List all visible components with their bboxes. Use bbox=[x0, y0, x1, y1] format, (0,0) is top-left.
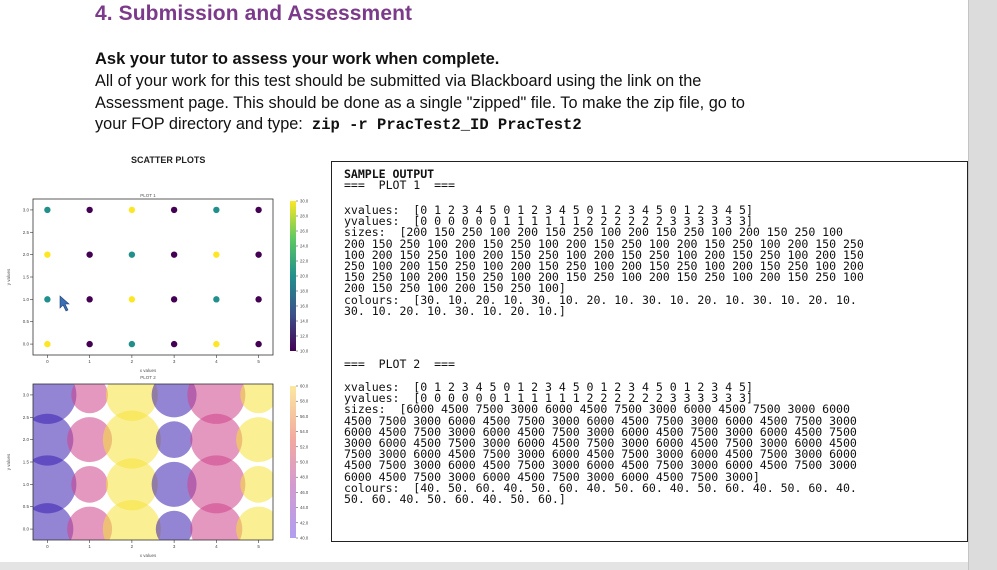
output-line: sizes: [6000 4500 7500 3000 6000 4500 7500 3000 6000 4500 7500 3000 6000 bbox=[344, 402, 850, 417]
plot1-output-header: === PLOT 1 === bbox=[344, 178, 455, 192]
scatter-point bbox=[255, 251, 261, 257]
colorbar-tick-label: 28.0 bbox=[300, 213, 309, 219]
x-tick-label: 2 bbox=[130, 359, 134, 364]
scatter-point bbox=[255, 341, 261, 347]
colorbar-tick-label: 52.0 bbox=[300, 444, 309, 450]
colorbar-tick-label: 46.0 bbox=[300, 489, 309, 495]
colorbar-tick-label: 60.0 bbox=[300, 383, 309, 389]
colorbar-tick-label: 50.0 bbox=[300, 459, 309, 465]
colorbar-tick-label: 12.0 bbox=[300, 333, 309, 339]
plot1-xlabel: x values bbox=[139, 368, 157, 373]
plot2-title: PLOT 2 bbox=[140, 375, 156, 380]
plot1-colorbar bbox=[290, 201, 296, 351]
output-line: yvalues: [0 0 0 0 0 0 1 1 1 1 1 1 2 2 2 2 2 2 3 3 3 3 3 3] bbox=[344, 391, 753, 406]
output-line: 3000 6000 4500 7500 3000 6000 4500 7500 3000 6000 4500 7500 3000 6000 4500 bbox=[344, 436, 857, 451]
scatter-point bbox=[213, 341, 219, 347]
y-tick-label: 2.5 bbox=[22, 229, 29, 235]
y-tick-label: 1.5 bbox=[22, 274, 29, 280]
scatter-plots-figure bbox=[0, 0, 330, 562]
y-tick-label: 0.0 bbox=[22, 526, 29, 532]
plot2-ylabel: y values bbox=[6, 453, 11, 471]
scatter-point bbox=[187, 366, 245, 424]
plot2-output-block bbox=[344, 382, 857, 505]
scatter-point bbox=[44, 296, 50, 302]
y-tick-label: 2.0 bbox=[22, 252, 29, 258]
scatter-point bbox=[171, 296, 177, 302]
scatter-point bbox=[171, 341, 177, 347]
colorbar-tick-label: 56.0 bbox=[300, 413, 309, 419]
scatter-point bbox=[129, 251, 135, 257]
scatter-point bbox=[255, 207, 261, 213]
scatter-point bbox=[44, 341, 50, 347]
output-line: 7500 3000 6000 4500 7500 3000 6000 4500 7500 3000 6000 4500 7500 3000 6000 bbox=[344, 447, 857, 462]
x-tick-label: 1 bbox=[88, 359, 91, 364]
y-tick-label: 0.5 bbox=[22, 504, 29, 510]
x-tick-label: 3 bbox=[172, 359, 176, 364]
paragraph-line: Assessment page. This should be done as a single "zipped" file. To make the zip file, go to bbox=[95, 93, 745, 112]
plot2-x-ticks bbox=[46, 540, 260, 549]
scatter-point bbox=[129, 207, 135, 213]
output-line: 6000 4500 7500 3000 6000 4500 7500 3000 6000 4500 7500 3000] bbox=[344, 469, 760, 484]
plot2-xlabel: x values bbox=[139, 553, 157, 558]
scatter-point bbox=[86, 341, 92, 347]
x-tick-label: 1 bbox=[88, 544, 91, 549]
colorbar-tick-label: 48.0 bbox=[300, 474, 309, 480]
viewer-right-edge bbox=[968, 0, 997, 570]
colorbar-tick-label: 30.0 bbox=[300, 198, 309, 204]
colorbar-tick-label: 54.0 bbox=[300, 429, 309, 435]
scatter-point bbox=[44, 207, 50, 213]
output-line: xvalues: [0 1 2 3 4 5 0 1 2 3 4 5 0 1 2 3 4 5 0 1 2 3 4 5] bbox=[344, 203, 753, 217]
scatter-point bbox=[236, 417, 281, 462]
scatter-point bbox=[171, 207, 177, 213]
output-line: 200 150 250 100 200 150 250 100] bbox=[344, 281, 566, 296]
output-line: 4500 7500 3000 6000 4500 7500 3000 6000 4500 7500 3000 6000 4500 7500 3000 bbox=[344, 458, 857, 473]
figure-title: SCATTER PLOTS bbox=[131, 155, 206, 165]
output-line: 150 250 100 200 150 250 100 200 150 250 100 200 150 250 100 200 150 250 100 bbox=[344, 270, 864, 285]
y-tick-label: 1.0 bbox=[22, 296, 29, 302]
output-line: 6000 4500 7500 3000 6000 4500 7500 3000 6000 4500 7500 3000 6000 4500 7500 bbox=[344, 424, 857, 439]
scatter-point bbox=[255, 296, 261, 302]
y-tick-label: 0.5 bbox=[22, 319, 29, 325]
plot1-y-ticks bbox=[23, 207, 33, 346]
y-tick-label: 3.0 bbox=[22, 207, 29, 213]
scatter-point bbox=[213, 207, 219, 213]
instruction-subheading: Ask your tutor to assess your work when complete. bbox=[95, 50, 500, 68]
output-line: 200 150 250 100 200 150 250 100 200 150 250 100 200 150 250 100 200 150 250 bbox=[344, 236, 864, 251]
x-tick-label: 0 bbox=[46, 544, 49, 549]
scatter-point bbox=[129, 341, 135, 347]
y-tick-label: 0.0 bbox=[22, 341, 29, 347]
plot1-colorbar-ticks bbox=[296, 199, 309, 354]
plot1-output-block bbox=[344, 205, 864, 317]
x-tick-label: 2 bbox=[130, 544, 134, 549]
scatter-point bbox=[86, 207, 92, 213]
y-tick-label: 3.0 bbox=[22, 392, 29, 398]
output-line: colours: [40. 50. 60. 40. 50. 60. 40. 50. 60. 40. 50. 60. 40. 50. 60. 40. bbox=[344, 480, 857, 495]
sample-output-box bbox=[331, 161, 968, 542]
output-line: sizes: [200 150 250 100 200 150 250 100 200 150 250 100 200 150 250 100 bbox=[344, 225, 843, 240]
plot1-axes bbox=[33, 199, 273, 355]
x-tick-label: 4 bbox=[215, 359, 218, 364]
colorbar-tick-label: 18.0 bbox=[300, 288, 309, 294]
colorbar-tick-label: 22.0 bbox=[300, 258, 309, 264]
scatter-point bbox=[71, 466, 108, 503]
scatter-point bbox=[86, 251, 92, 257]
colorbar-tick-label: 10.0 bbox=[300, 348, 309, 354]
output-line: 30. 10. 20. 10. 30. 10. 20. 10.] bbox=[344, 303, 566, 318]
scatter-point bbox=[213, 251, 219, 257]
paragraph-line-text: your FOP directory and type: bbox=[95, 115, 303, 133]
plot2-colorbar-ticks bbox=[296, 384, 309, 541]
scatter-point bbox=[156, 421, 193, 458]
plot1-x-ticks bbox=[46, 355, 260, 364]
y-tick-label: 2.0 bbox=[22, 437, 29, 443]
colorbar-tick-label: 16.0 bbox=[300, 303, 309, 309]
paragraph-line: All of your work for this test should be submitted via Blackboard using the link on the bbox=[95, 72, 702, 90]
x-tick-label: 3 bbox=[172, 544, 176, 549]
output-line: 250 100 200 150 250 100 200 150 250 100 200 150 250 100 200 150 250 100 200 bbox=[344, 259, 864, 274]
scatter-point bbox=[171, 251, 177, 257]
section-heading: 4. Submission and Assessment bbox=[95, 2, 413, 25]
colorbar-tick-label: 14.0 bbox=[300, 318, 309, 324]
sample-output-title: SAMPLE OUTPUT bbox=[344, 167, 435, 181]
x-tick-label: 5 bbox=[257, 544, 260, 549]
x-tick-label: 0 bbox=[46, 359, 49, 364]
output-line: colours: [30. 10. 20. 10. 30. 10. 20. 10. 30. 10. 20. 10. 30. 10. 20. 10. bbox=[344, 292, 857, 307]
y-tick-label: 1.5 bbox=[22, 459, 29, 465]
scatter-point bbox=[129, 296, 135, 302]
scatter-point bbox=[44, 251, 50, 257]
plot2-y-ticks bbox=[23, 392, 33, 531]
colorbar-tick-label: 44.0 bbox=[300, 505, 309, 511]
plot1-ylabel: y values bbox=[6, 268, 11, 286]
colorbar-tick-label: 40.0 bbox=[300, 535, 309, 541]
plot2-colorbar bbox=[290, 386, 296, 538]
colorbar-tick-label: 58.0 bbox=[300, 398, 309, 404]
x-tick-label: 5 bbox=[257, 359, 260, 364]
zip-command: zip -r PracTest2_ID PracTest2 bbox=[311, 116, 582, 134]
colorbar-tick-label: 26.0 bbox=[300, 228, 309, 234]
output-line: 100 200 150 250 100 200 150 250 100 200 150 250 100 200 150 250 100 200 150 bbox=[344, 247, 864, 262]
output-line: yvalues: [0 0 0 0 0 0 1 1 1 1 1 1 2 2 2 2 2 2 3 3 3 3 3 3] bbox=[344, 214, 753, 229]
colorbar-tick-label: 20.0 bbox=[300, 273, 309, 279]
plot1-title: PLOT 1 bbox=[140, 193, 156, 198]
plot2-output-header: === PLOT 2 === bbox=[344, 357, 455, 371]
y-tick-label: 1.0 bbox=[22, 481, 29, 487]
colorbar-tick-label: 24.0 bbox=[300, 243, 309, 249]
scatter-point bbox=[86, 296, 92, 302]
scatter-point bbox=[213, 296, 219, 302]
x-tick-label: 4 bbox=[215, 544, 218, 549]
output-line: 4500 7500 3000 6000 4500 7500 3000 6000 4500 7500 3000 6000 4500 7500 3000 bbox=[344, 413, 857, 428]
output-line: 50. 60. 40. 50. 60. 40. 50. 60.] bbox=[344, 492, 566, 507]
scatter-point bbox=[71, 377, 108, 414]
output-line: xvalues: [0 1 2 3 4 5 0 1 2 3 4 5 0 1 2 3 4 5 0 1 2 3 4 5] bbox=[344, 380, 753, 394]
colorbar-tick-label: 42.0 bbox=[300, 520, 309, 526]
scatter-point bbox=[240, 466, 277, 503]
y-tick-label: 2.5 bbox=[22, 414, 29, 420]
scatter-point bbox=[240, 377, 277, 414]
